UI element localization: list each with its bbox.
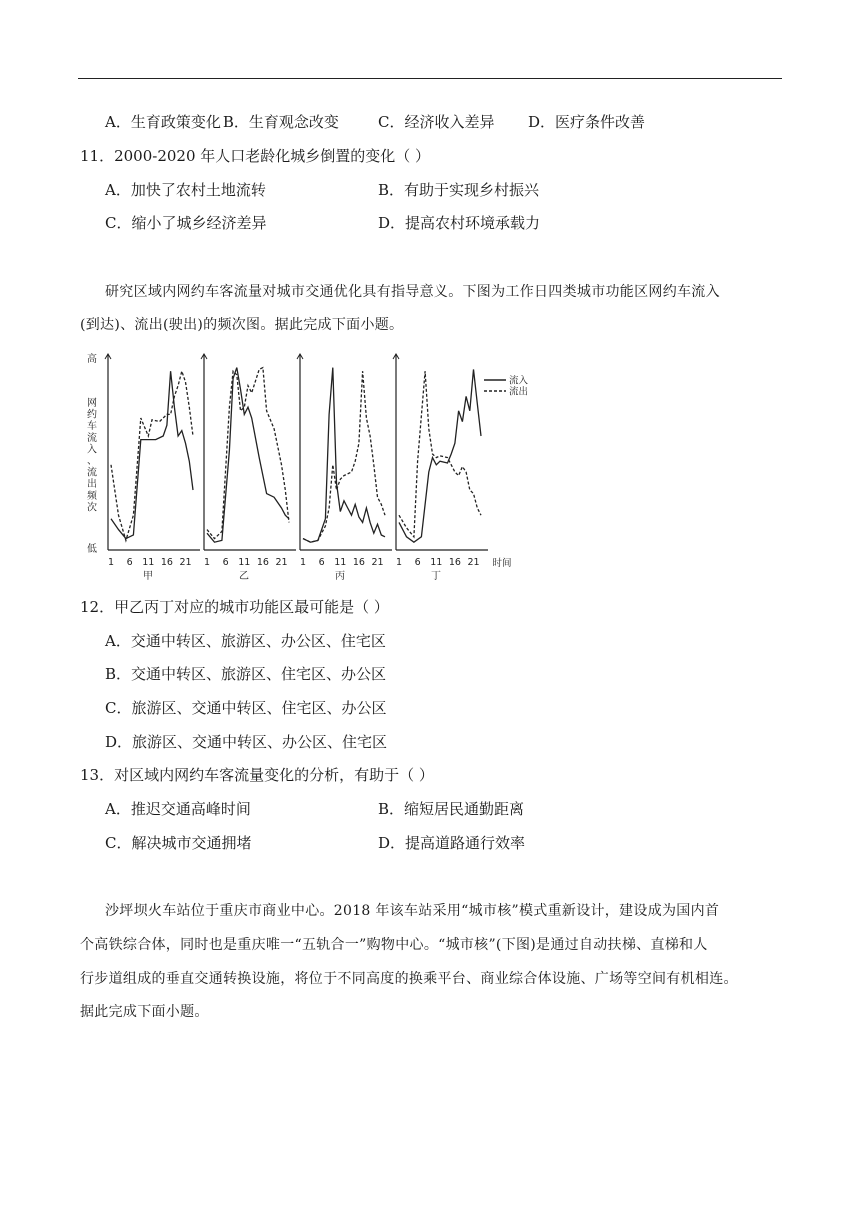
option-text: 缩小了城乡经济差异 bbox=[131, 214, 267, 232]
option-text: 生育政策变化 bbox=[130, 113, 221, 131]
q10-option-a[interactable] bbox=[105, 113, 221, 131]
inflow-line bbox=[207, 368, 289, 543]
x-tick-label: 1 bbox=[395, 557, 403, 568]
q11-option-d[interactable] bbox=[378, 214, 540, 232]
y-high-label: 高 bbox=[87, 354, 97, 365]
option-key: C． bbox=[378, 113, 405, 131]
panel-name: 丙 bbox=[335, 571, 345, 582]
x-tick-label: 16 bbox=[448, 557, 461, 568]
q12-option-c[interactable] bbox=[105, 699, 387, 717]
q12-option-d[interactable] bbox=[105, 733, 387, 751]
option-text: 医疗条件改善 bbox=[555, 113, 646, 131]
option-text: 经济收入差异 bbox=[404, 113, 495, 131]
option-key: B． bbox=[378, 800, 405, 818]
panel-name: 丁 bbox=[431, 571, 441, 582]
passage2-line2: 个高铁综合体，同时也是重庆唯一“五轨合一”购物中心。“城市核”(下图)是通过自动扶梯、直梯和人 bbox=[80, 937, 708, 953]
option-text: 旅游区、交通中转区、办公区、住宅区 bbox=[132, 733, 388, 751]
option-key: A． bbox=[105, 113, 131, 131]
x-tick-label: 21 bbox=[371, 557, 384, 568]
option-text: 交通中转区、旅游区、办公区、住宅区 bbox=[130, 632, 386, 650]
inflow-line bbox=[111, 371, 193, 538]
outflow-line bbox=[207, 368, 289, 539]
option-key: C． bbox=[105, 214, 132, 232]
q12-option-a[interactable] bbox=[105, 632, 386, 650]
x-tick-label: 6 bbox=[222, 557, 229, 568]
q12-option-b[interactable] bbox=[105, 665, 386, 683]
option-text: 旅游区、交通中转区、住宅区、办公区 bbox=[131, 699, 387, 717]
x-tick-label: 6 bbox=[318, 557, 325, 568]
q13-option-d[interactable] bbox=[378, 834, 525, 852]
outflow-line bbox=[303, 371, 385, 542]
option-key: D． bbox=[378, 214, 406, 232]
legend-outflow-label: 流出 bbox=[509, 386, 529, 398]
option-key: C． bbox=[105, 699, 132, 717]
q10-option-c[interactable] bbox=[378, 113, 495, 131]
option-text: 交通中转区、旅游区、住宅区、办公区 bbox=[131, 665, 387, 683]
x-tick-label: 6 bbox=[414, 557, 421, 568]
option-text: 有助于实现乡村振兴 bbox=[404, 181, 540, 199]
option-key: C． bbox=[105, 834, 132, 852]
option-key: A． bbox=[105, 800, 131, 818]
x-tick-label: 11 bbox=[334, 557, 347, 568]
panel-name: 乙 bbox=[239, 571, 249, 582]
q13-option-a[interactable] bbox=[105, 800, 251, 818]
x-tick-label: 21 bbox=[275, 557, 288, 568]
header-rule bbox=[78, 78, 782, 79]
q13-option-c[interactable] bbox=[105, 834, 252, 852]
option-text: 推迟交通高峰时间 bbox=[130, 800, 251, 818]
chart-svg bbox=[80, 348, 540, 584]
legend-inflow-label: 流入 bbox=[509, 375, 529, 387]
option-key: D． bbox=[378, 834, 406, 852]
q10-option-d[interactable] bbox=[528, 113, 645, 131]
option-key: D． bbox=[105, 733, 133, 751]
q13-option-b[interactable] bbox=[378, 800, 524, 818]
option-key: A． bbox=[105, 181, 131, 199]
x-tick-label: 16 bbox=[256, 557, 269, 568]
passage2-line3: 行步道组成的垂直交通转换设施，将位于不同高度的换乘平台、商业综合体设施、广场等空间有机相连。 bbox=[80, 971, 738, 987]
q11-option-c[interactable] bbox=[105, 214, 267, 232]
x-tick-label: 16 bbox=[352, 557, 365, 568]
y-axis-label: 网约车流入、流出频次 bbox=[87, 398, 97, 514]
option-key: B． bbox=[378, 181, 405, 199]
x-axis-label: 时间 bbox=[492, 558, 512, 569]
passage2-line4: 据此完成下面小题。 bbox=[80, 1004, 209, 1020]
q12-stem: 12．甲乙丙丁对应的城市功能区最可能是（ ） bbox=[80, 598, 389, 616]
option-key: B． bbox=[222, 113, 249, 131]
x-tick-label: 11 bbox=[430, 557, 443, 568]
y-low-label: 低 bbox=[87, 544, 97, 555]
option-key: A． bbox=[105, 632, 131, 650]
x-tick-label: 16 bbox=[160, 557, 173, 568]
option-text: 解决城市交通拥堵 bbox=[131, 834, 252, 852]
x-tick-label: 21 bbox=[467, 557, 480, 568]
option-text: 提高农村环境承载力 bbox=[405, 214, 541, 232]
q10-option-b[interactable] bbox=[223, 113, 339, 131]
q13-stem: 13．对区域内网约车客流量变化的分析，有助于（ ） bbox=[80, 766, 434, 784]
panel-name: 甲 bbox=[143, 571, 153, 582]
passage2-line1: 沙坪坝火车站位于重庆市商业中心。2018 年该车站采用“城市核”模式重新设计，建设成为国内首 bbox=[105, 903, 720, 919]
passage1-line2: (到达)、流出(驶出)的频次图。据此完成下面小题。 bbox=[80, 317, 404, 333]
q10-options bbox=[105, 113, 339, 131]
inflow-line bbox=[399, 369, 481, 542]
x-tick-label: 1 bbox=[299, 557, 307, 568]
option-text: 生育观念改变 bbox=[248, 113, 339, 131]
option-text: 提高道路通行效率 bbox=[405, 834, 526, 852]
option-key: D． bbox=[528, 113, 556, 131]
option-key: B． bbox=[105, 665, 132, 683]
x-tick-label: 1 bbox=[107, 557, 115, 568]
q11-stem: 11．2000-2020 年人口老龄化城乡倒置的变化（ ） bbox=[80, 147, 431, 165]
ride-hailing-frequency-chart bbox=[80, 348, 540, 584]
x-tick-label: 21 bbox=[179, 557, 192, 568]
outflow-line bbox=[399, 371, 481, 537]
outflow-line bbox=[111, 371, 193, 540]
x-tick-label: 11 bbox=[238, 557, 251, 568]
option-text: 加快了农村土地流转 bbox=[130, 181, 266, 199]
passage1-line1: 研究区域内网约车客流量对城市交通优化具有指导意义。下图为工作日四类城市功能区网约车流入 bbox=[105, 284, 720, 300]
x-tick-label: 1 bbox=[203, 557, 211, 568]
q11-option-a[interactable] bbox=[105, 181, 266, 199]
x-tick-label: 6 bbox=[126, 557, 133, 568]
x-tick-label: 11 bbox=[142, 557, 155, 568]
option-text: 缩短居民通勤距离 bbox=[404, 800, 525, 818]
q11-option-b[interactable] bbox=[378, 181, 539, 199]
